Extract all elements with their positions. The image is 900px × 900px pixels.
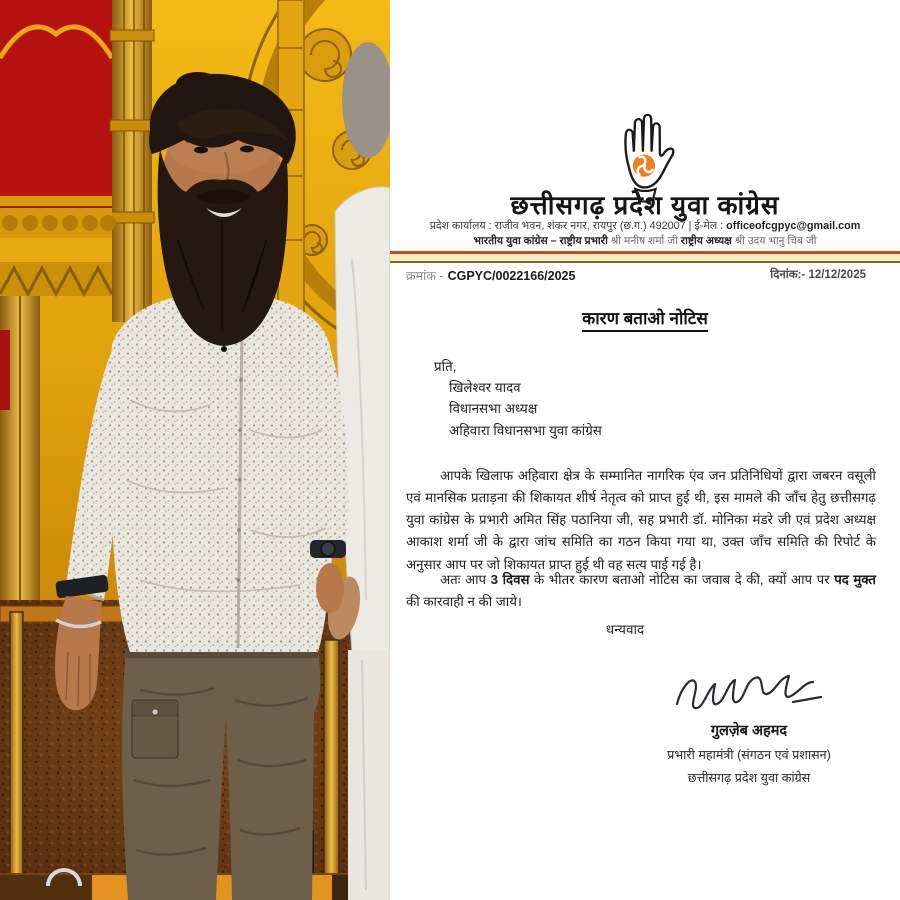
- date-value: 12/12/2025: [808, 269, 866, 281]
- signatory-name: गुलज़ेब अहमद: [710, 723, 788, 739]
- reference-number: [406, 267, 575, 284]
- temple-photo: [0, 0, 390, 900]
- eye-left: [194, 147, 208, 154]
- show-cause-notice-letter: [390, 0, 900, 900]
- body-paragraph-1: [406, 465, 876, 575]
- national-incharge-name: श्री मनीष शर्मा जी: [607, 235, 681, 247]
- temple-photo-illustration: [0, 0, 390, 900]
- signatory-organization: छत्तीसगढ़ प्रदेश युवा कांग्रेस: [687, 771, 811, 785]
- body-paragraph-2: [406, 569, 876, 613]
- signature-block: [624, 666, 874, 786]
- affiliation-line: [390, 234, 900, 248]
- recipient-name: खिलेश्वर यादव: [449, 380, 521, 396]
- para2-removal-bold: पद मुक्त: [834, 572, 876, 588]
- subject-wrap: [390, 306, 900, 332]
- recipient-designation: विधानसभा अध्यक्ष: [449, 401, 538, 417]
- para2-days-bold: 3 दिवस: [490, 572, 530, 588]
- para2-post: की कारवाही न की जाये।: [406, 594, 522, 610]
- closing-thanks: धन्यवाद: [605, 622, 645, 637]
- reference-and-date-row: [406, 267, 866, 284]
- para2-mid: के भीतर कारण बताओ नोटिस का जवाब दे की, क्यों आप पर: [529, 572, 835, 588]
- letter-date: [770, 267, 866, 284]
- office-email: officeofcgpyc@gmail.com: [726, 220, 861, 232]
- office-address-text: प्रदेश कार्यालय : राजीव भवन, शंकर नगर, रायपुर (छ.ग.) 492007 | ई-मेल :: [429, 220, 727, 232]
- president-label: राष्ट्रीय अध्यक्ष: [680, 235, 732, 247]
- office-address-line: [390, 218, 900, 233]
- recipient-salutation: प्रति,: [434, 359, 457, 374]
- org-name: छत्तीसगढ़ प्रदेश युवा कांग्रेस: [510, 190, 780, 220]
- national-president-name: श्री उदय भानु चिब जी: [731, 235, 817, 247]
- recipient-organization: अहिवारा विधानसभा युवा कांग्रेस: [449, 422, 602, 438]
- letterhead-divider-rule: [390, 251, 900, 263]
- signature-scribble: [669, 666, 829, 718]
- recipient-block: [434, 356, 602, 441]
- reference-label: क्रमांक -: [406, 269, 444, 283]
- affiliation-org: भारतीय युवा कांग्रेस – राष्ट्रीय प्रभारी: [473, 235, 608, 247]
- para2-pre: अतः आप: [440, 572, 491, 588]
- body-paragraph-1-text: आपके खिलाफ अहिवारा क्षेत्र के सम्मानित नागरिक एंव जन प्रतिनिधियों द्वारा जबरन वसूली एवं मानसिक प्रताड़ना की शिकायत शीर्ष नेतृत्व को प्राप्त हुई थी, इस मामले की जाँच हेतु छत्तीसगढ़ युवा कांग्रेस के प्रभारी अमित सिंह पठानिया जी, सह प्रभारी डॉ. मोनिका मंडरे जी एवं प्रदेश अध्यक्ष आकाश शर्मा जी के द्वारा जांच समिति का गठन किया गया था, उक्त जाँच समिति की रिपोर्ट के अनुसार आप पर जो शिकायत प्राप्त हुई थी वह सत्य पाई गई है।: [406, 468, 876, 572]
- reference-value: CGPYC/0022166/2025: [447, 269, 576, 283]
- eye-right: [240, 146, 254, 153]
- date-label: दिनांक:-: [770, 269, 806, 281]
- subject-heading: कारण बताओ नोटिस: [582, 306, 708, 332]
- signatory-designation: प्रभारी महामंत्री (संगठन एवं प्रशासन): [667, 748, 831, 762]
